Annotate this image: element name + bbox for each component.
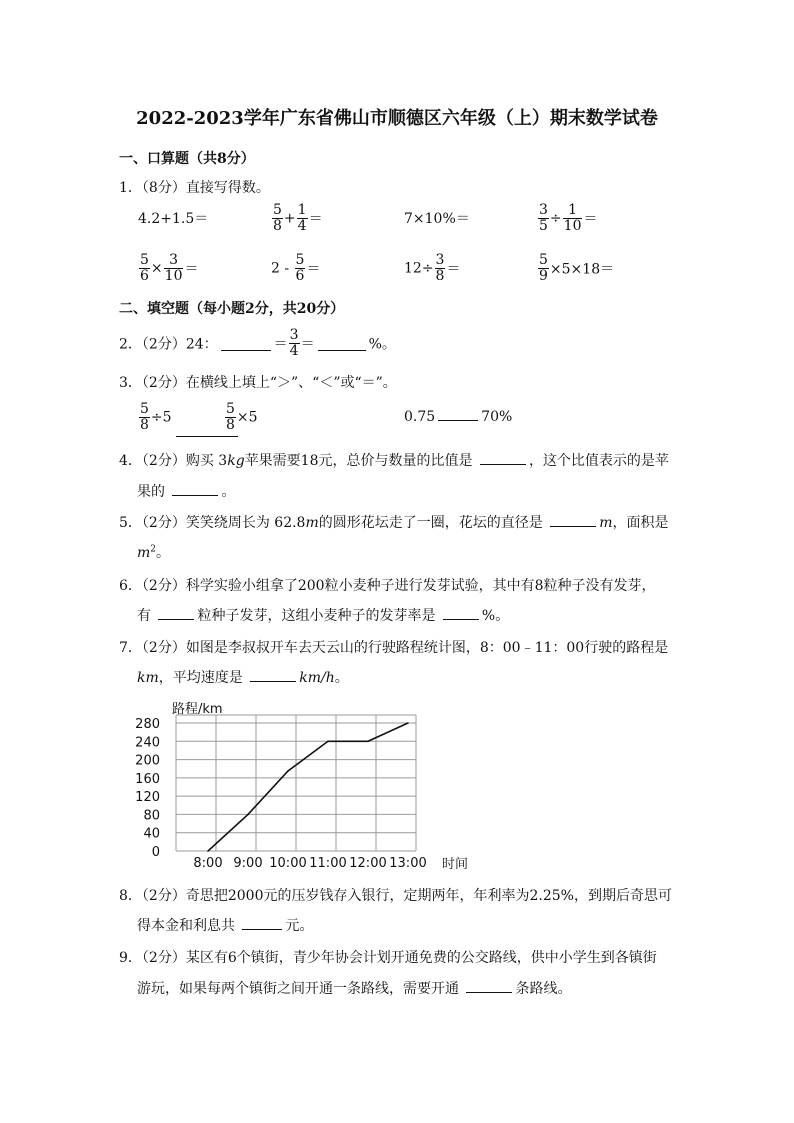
q1-item-g: 12÷ $\frac{3}{8}$ ＝ [404, 252, 461, 284]
q7-line2: km，平均速度是 km/h。 [137, 667, 349, 687]
q3-compare-1: $\frac{5}{8}$ ÷5 [140, 401, 172, 433]
fraction: $\frac{5}{8}$ [226, 401, 235, 433]
data-point [287, 770, 289, 772]
q6-line1: 6．（2分）科学实验小组拿了200粒小麦种子进行发芽试验，其中有8粒种子没有发芽， [119, 578, 656, 594]
answer-blank[interactable] [221, 336, 271, 351]
fraction: $\frac{5}{8}$ [273, 202, 282, 234]
q3-stem: 3．（2分）在横线上填上“＞”、“＜”或“＝”。 [119, 375, 397, 391]
fraction: $\frac{5}{8}$ [140, 401, 149, 433]
q1-item-d: $\frac{3}{5}$ ÷ $\frac{1}{10}$ ＝ [539, 202, 598, 234]
section1-heading: 一、口算题（共8分） [119, 151, 255, 167]
fraction: $\frac{5}{6}$ [295, 252, 305, 284]
x-tick-label: 12:00 [349, 856, 387, 871]
fraction: $\frac{1}{10}$ [563, 202, 582, 234]
q4-line2: 果的 。 [137, 481, 235, 501]
q9-line1: 9．（2分）某区有6个镇街，青少年协会计划开通免费的公交路线，供中小学生到各镇街 [119, 950, 657, 966]
answer-blank[interactable] [250, 667, 296, 682]
chart-ylabel: 路程/km [172, 702, 223, 717]
y-tick-label: 160 [135, 771, 160, 787]
q5-line2: $m^2$。 [137, 544, 171, 561]
chart-x-ticks [193, 856, 426, 871]
data-point [207, 850, 209, 852]
q1-text: 直接写得数。 [185, 180, 270, 196]
page-title: 2022-2023学年广东省佛山市顺德区六年级（上）期末数学试卷 [136, 108, 658, 129]
fraction: $\frac{3}{5}$ [539, 202, 548, 234]
q1-item-c: 7×10%＝ [404, 211, 470, 227]
series-line [208, 723, 408, 851]
fraction: $\frac{5}{6}$ [140, 252, 149, 284]
q1-stem [119, 177, 270, 197]
data-point [367, 740, 369, 742]
distance-time-chart [132, 695, 477, 875]
x-tick-label: 11:00 [309, 856, 347, 871]
y-tick-label: 240 [135, 735, 160, 751]
q1-num: 1． [119, 180, 142, 196]
data-point [327, 740, 329, 742]
data-point [407, 722, 409, 724]
fraction: $\frac{3}{10}$ [164, 252, 183, 284]
y-tick-label: 80 [143, 808, 160, 824]
q6-line2: 有 粒种子发芽，这组小麦种子的发芽率是 %。 [137, 605, 509, 625]
answer-blank[interactable] [318, 336, 366, 351]
q1-item-f: 2 - $\frac{5}{6}$ ＝ [271, 252, 321, 284]
q1-item-b: $\frac{5}{8}$ + $\frac{1}{4}$ ＝ [273, 202, 323, 234]
x-tick-label: 8:00 [193, 856, 223, 871]
q9-line2: 游玩，如果每两个镇街之间开通一条路线，需要开通 条路线。 [137, 978, 571, 998]
answer-blank[interactable] [438, 406, 478, 421]
q1-item-e: $\frac{5}{6}$ × $\frac{3}{10}$ ＝ [140, 252, 199, 284]
answer-blank[interactable] [176, 436, 238, 437]
fraction: $\frac{5}{9}$ [539, 252, 548, 284]
answer-blank[interactable] [242, 915, 282, 930]
q2: 2．（2分）24： ＝ $\frac{3}{4}$ ＝ %。 [119, 327, 396, 359]
x-tick-label: 13:00 [389, 856, 427, 871]
x-tick-label: 10:00 [269, 856, 307, 871]
answer-blank[interactable] [158, 605, 194, 620]
chart-xlabel: 时间 [442, 857, 469, 872]
q8-line1: 8．（2分）奇思把2000元的压岁钱存入银行，定期两年，年利率为2.25%，到期后奇思可 [119, 888, 672, 904]
answer-blank[interactable] [550, 512, 596, 527]
q3-compare-2: 0.75 70% [404, 406, 512, 425]
chart-y-ticks [135, 717, 160, 860]
answer-blank[interactable] [443, 605, 479, 620]
q5-line1: 5．（2分）笑笑绕周长为 62.8m的圆形花坛走了一圈，花坛的直径是 m，面积是 [119, 512, 668, 532]
fraction: $\frac{3}{4}$ [289, 327, 299, 359]
y-tick-label: 280 [135, 717, 160, 732]
data-point [247, 814, 249, 816]
y-tick-label: 120 [135, 790, 160, 806]
y-tick-label: 200 [135, 753, 160, 769]
y-tick-label: 0 [151, 845, 160, 860]
q7-line1: 7．（2分）如图是李叔叔开车去天云山的行驶路程统计图，8：00﹣11：00行驶的路程是 [119, 640, 669, 656]
q8-line2: 得本金和利息共 元。 [137, 915, 313, 935]
q4-line1: 4．（2分）购买 3kg苹果需要18元，总价与数量的比值是 ，这个比值表示的是苹 [119, 450, 669, 470]
q1-item-h: $\frac{5}{9}$ ×5×18＝ [539, 252, 615, 284]
x-tick-label: 9:00 [233, 856, 263, 871]
answer-blank[interactable] [480, 450, 526, 465]
q3-compare-1-right: $\frac{5}{8}$ ×5 [226, 401, 258, 433]
fraction: $\frac{1}{4}$ [297, 202, 307, 234]
fraction: $\frac{3}{8}$ [435, 252, 445, 284]
answer-blank[interactable] [172, 481, 218, 496]
answer-blank[interactable] [466, 978, 512, 993]
q1-score: （8分） [141, 180, 186, 196]
q1-item-a: 4.2+1.5＝ [138, 211, 209, 227]
section2-heading: 二、填空题（每小题2分，共20分） [119, 301, 345, 317]
y-tick-label: 40 [143, 826, 160, 842]
